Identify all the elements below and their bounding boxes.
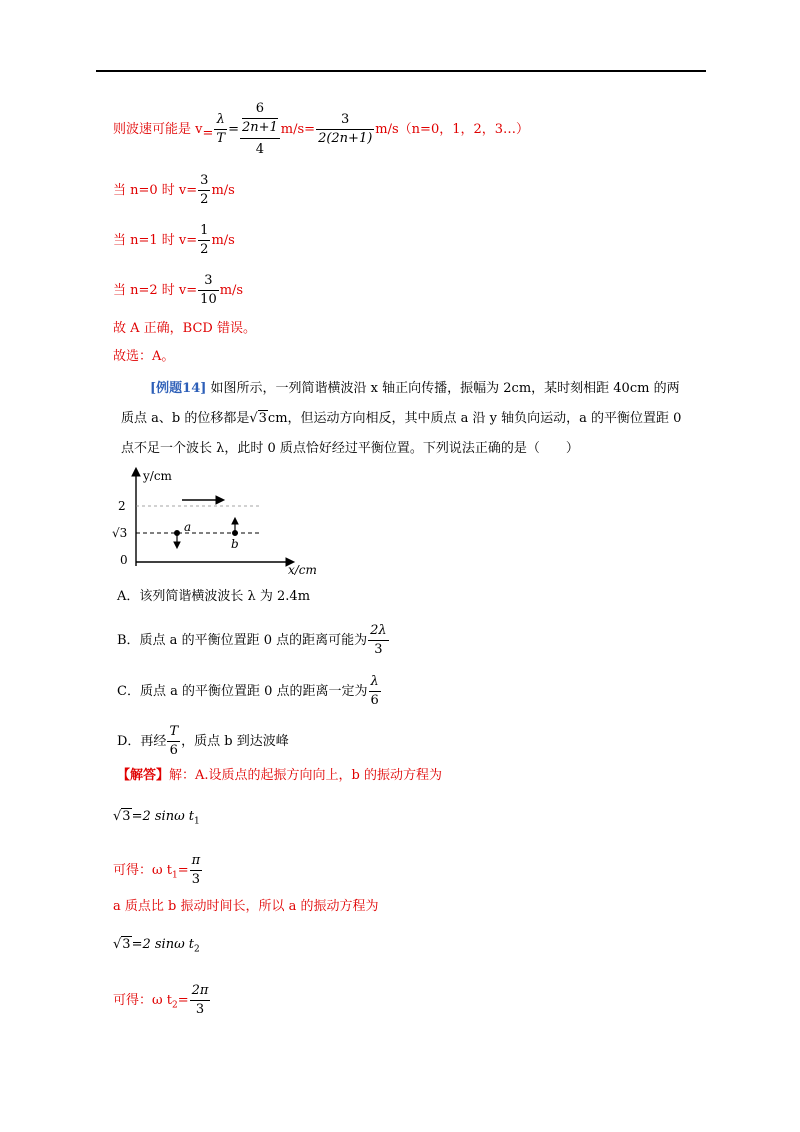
text: B．质点 a 的平衡位置距 0 点的距离可能为 (117, 633, 368, 648)
example-line-3: 点不足一个波长 λ，此时 0 质点恰好经过平衡位置。下列说法正确的是（ ） (121, 441, 579, 456)
fraction (190, 852, 203, 889)
tick-2: 2 (118, 499, 126, 513)
denominator: 2(2n+1) (318, 131, 373, 146)
text: 质点 a、b 的位移都是 (121, 411, 250, 426)
fraction-lambda-over-t (214, 111, 227, 148)
option-b (117, 622, 390, 659)
subscript: 2 (171, 1000, 178, 1011)
denominator: 3 (368, 640, 389, 659)
denominator: 2n+1 (241, 120, 278, 135)
case-n2 (113, 272, 243, 309)
tick-sqrt3: √3 (112, 526, 128, 540)
tick-0: 0 (120, 553, 128, 567)
radicand: 3 (258, 411, 267, 426)
text: = (177, 993, 189, 1008)
numerator: π (191, 853, 201, 868)
text: 则波速可能是 v (113, 122, 203, 137)
denominator: 6 (167, 741, 180, 760)
text: ，质点 b 到达波峰 (181, 734, 289, 749)
text: 当 n=2 时 v= (113, 283, 198, 298)
radicand: 3 (122, 937, 131, 952)
y-axis-arrow (132, 468, 140, 476)
result-2 (113, 982, 211, 1019)
point-a-label: a (184, 520, 192, 534)
numerator: T (169, 724, 179, 739)
fraction (198, 222, 210, 259)
option-c (117, 673, 382, 710)
denominator: 2 (200, 242, 209, 257)
header-rule (96, 70, 706, 72)
y-axis-label: y/cm (143, 469, 172, 483)
example-label: [例题14] (150, 381, 207, 396)
text: 当 n=1 时 v= (113, 233, 198, 248)
unit: m/s (211, 183, 235, 198)
subscript: 2 (194, 944, 200, 955)
option-a: A．该列简谐横波波长 λ 为 2.4m (117, 589, 311, 604)
x-axis-label: x/cm (288, 563, 317, 577)
example-line-1 (150, 380, 680, 398)
equation-a (113, 936, 200, 959)
final-choice: 故选：A。 (113, 349, 175, 364)
subscript: 1 (171, 870, 178, 881)
denominator: 2 (200, 192, 209, 207)
numerator: 1 (200, 223, 209, 238)
fraction (167, 723, 180, 760)
sqrt: √3 (113, 937, 131, 952)
numerator: 2λ (370, 623, 387, 638)
point-a (175, 531, 180, 536)
case-n1 (113, 222, 235, 259)
point-a-arrowhead (174, 542, 180, 548)
point-b (233, 531, 238, 536)
text: 当 n=0 时 v= (113, 183, 198, 198)
option-d (117, 723, 289, 760)
text: = (202, 126, 214, 141)
denominator: 10 (200, 292, 217, 307)
numerator: 6 (255, 101, 265, 116)
wave-figure (112, 466, 332, 578)
denominator: 6 (370, 693, 379, 708)
answer-middle: a 质点比 b 振动时间长，所以 a 的振动方程为 (113, 899, 379, 914)
text: =2 sinω t (131, 937, 195, 952)
fraction (369, 673, 381, 710)
fraction (198, 272, 219, 309)
example-line-2 (121, 410, 681, 428)
fraction-compound (240, 100, 280, 159)
answer-label: 【解答】 (117, 768, 170, 783)
fraction (198, 172, 210, 209)
text: m/s= (280, 122, 316, 137)
numerator: λ (370, 674, 379, 689)
denominator: T (216, 131, 226, 146)
text: cm，但运动方向相反，其中质点 a 沿 y 轴负向运动，a 的平衡位置距 0 (267, 411, 682, 426)
fraction (368, 622, 389, 659)
case-n0 (113, 172, 235, 209)
unit: m/s (211, 233, 235, 248)
numerator: λ (216, 112, 225, 127)
unit: m/s (219, 283, 244, 298)
text: = (228, 122, 239, 137)
denominator: 3 (190, 1000, 211, 1019)
fraction (190, 982, 211, 1019)
denominator: 3 (190, 870, 203, 889)
text: 可得：ω t (113, 863, 172, 878)
propagation-arrowhead (216, 496, 224, 504)
text: =2 sinω t (131, 809, 195, 824)
outer-denominator: 4 (255, 142, 265, 157)
sqrt: √3 (113, 809, 131, 824)
radicand: 3 (122, 809, 131, 824)
sqrt: √3 (249, 411, 267, 426)
text: 解：A.设质点的起振方向向上，b 的振动方程为 (169, 768, 442, 783)
text: = (177, 863, 189, 878)
text: 可得：ω t (113, 993, 172, 1008)
subscript: 1 (194, 816, 200, 827)
text: m/s（n=0，1，2，3…） (375, 122, 530, 137)
result-1 (113, 852, 203, 889)
numerator: 3 (200, 173, 209, 188)
point-b-arrowhead (232, 518, 238, 524)
fraction-result (316, 111, 374, 148)
text: D．再经 (117, 734, 167, 749)
text: C．质点 a 的平衡位置距 0 点的距离一定为 (117, 684, 368, 699)
equation-b (113, 808, 200, 831)
numerator: 3 (204, 273, 213, 288)
wave-speed-line (113, 100, 529, 159)
numerator: 2π (191, 983, 209, 998)
conclusion: 故 A 正确，BCD 错误。 (113, 321, 256, 336)
point-b-label: b (231, 537, 239, 551)
text: 如图所示，一列简谐横波沿 x 轴正向传播，振幅为 2cm，某时刻相距 40cm 的两 (210, 381, 680, 396)
numerator: 3 (341, 112, 350, 127)
answer-intro (117, 767, 442, 785)
